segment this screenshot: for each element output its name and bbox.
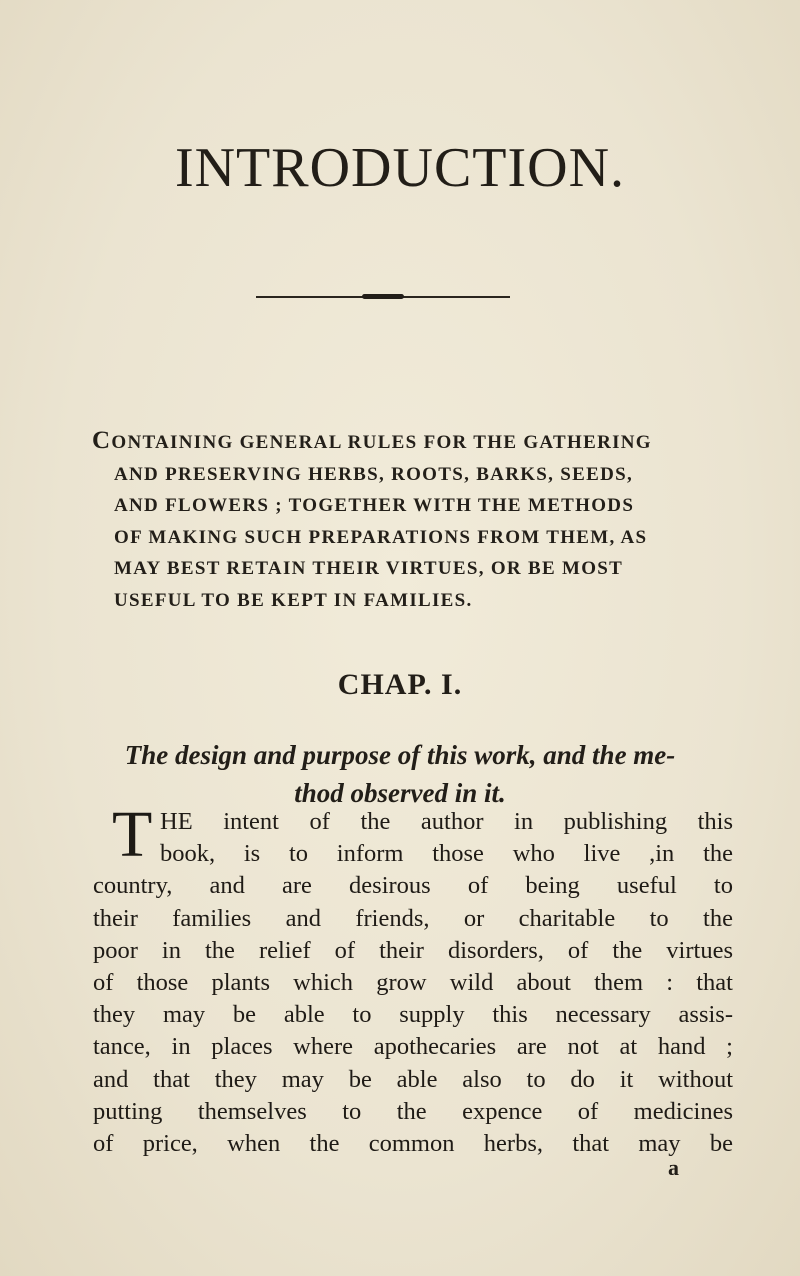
subtitle-line-1-text: ONTAINING GENERAL RULES FOR THE GATHERING [111, 432, 652, 453]
chapter-title-line-2: thod observed in it. [294, 778, 506, 808]
rule-ornament [362, 294, 404, 299]
body-line: book, is to inform those who live ,in the [160, 840, 733, 868]
subtitle-line-1 [92, 425, 732, 459]
body-line: country, and are desirous of being useful to [93, 872, 733, 900]
page-title: INTRODUCTION. [174, 137, 626, 199]
subtitle-line-6: USEFUL TO BE KEPT IN FAMILIES. [114, 589, 473, 611]
subtitle-line-3: AND FLOWERS ; TOGETHER WITH THE METHODS [114, 495, 635, 516]
drop-cap: T [112, 798, 153, 871]
body-line: poor in the relief of their disorders, of the virtues [93, 936, 733, 964]
body-line: they may be able to supply this necessary assis- [93, 1001, 733, 1029]
subtitle-initial: C [92, 427, 112, 454]
body-line: of those plants which grow wild about them : that [93, 969, 733, 997]
body-paragraph [93, 798, 733, 1160]
introduction-subtitle [92, 425, 732, 616]
chapter-title-line-1: The design and purpose of this work, and the me- [124, 740, 676, 770]
body-line: and that they may be able also to do it without [93, 1065, 733, 1093]
body-line: HE intent of the author in publishing this [160, 808, 733, 835]
subtitle-line-4: OF MAKING SUCH PREPARATIONS FROM THEM, AS [114, 526, 648, 548]
body-line: putting themselves to the expence of medicines [93, 1097, 733, 1125]
chapter-heading: CHAP. I. [337, 668, 463, 701]
body-line: tance, in places where apothecaries are not at hand ; [93, 1033, 733, 1061]
body-line: their families and friends, or charitable to the [93, 904, 733, 932]
body-line: of price, when the common herbs, that may be [93, 1130, 733, 1158]
subtitle-line-5: MAY BEST RETAIN THEIR VIRTUES, OR BE MOST [114, 558, 624, 579]
catchword: a [668, 1155, 679, 1180]
subtitle-line-2: AND PRESERVING HERBS, ROOTS, BARKS, SEEDS, [114, 463, 634, 485]
